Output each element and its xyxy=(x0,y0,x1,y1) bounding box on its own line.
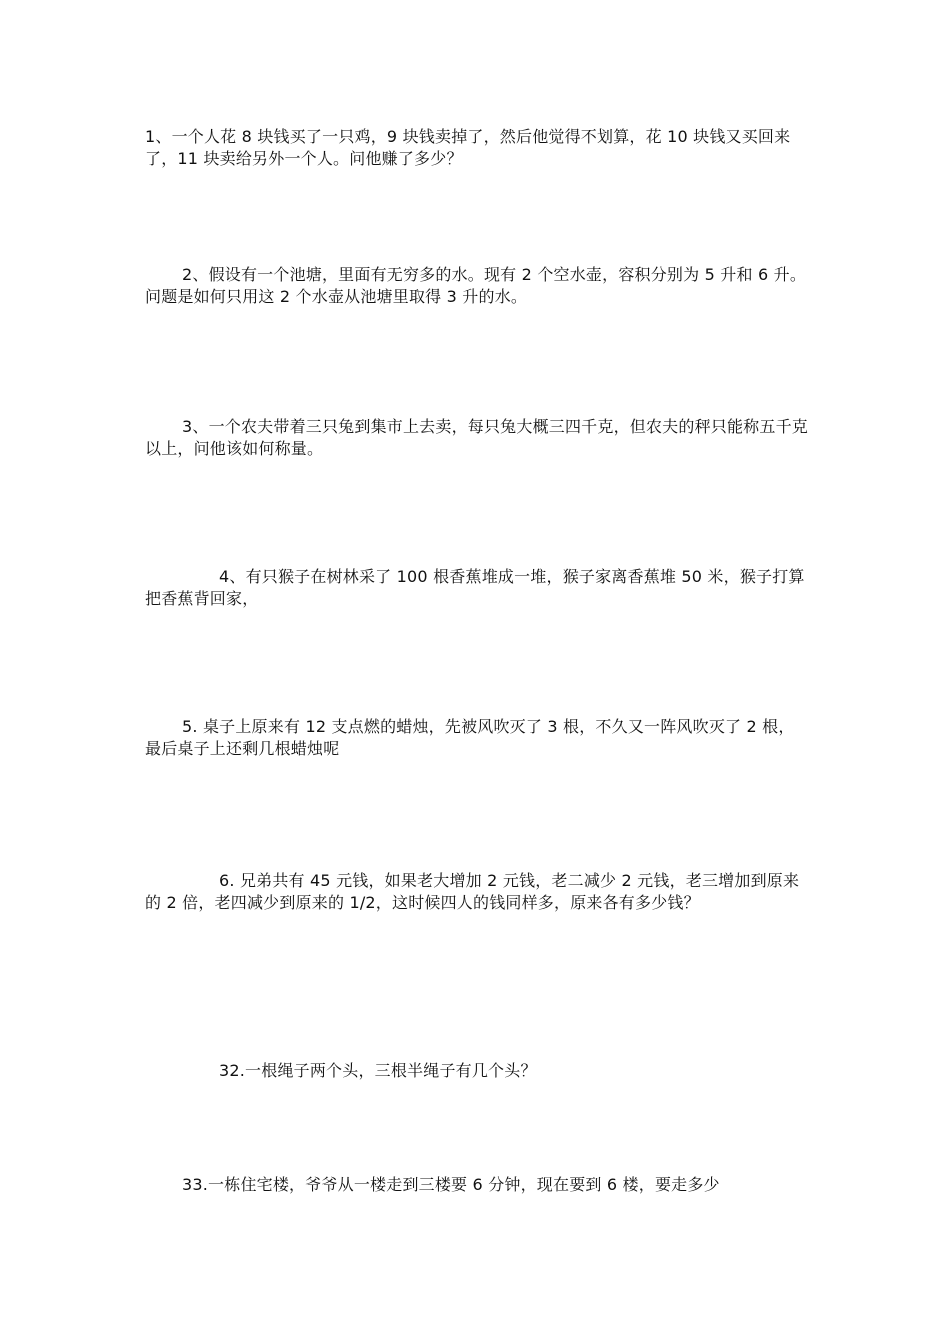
question-33: 33.一栋住宅楼，爷爷从一楼走到三楼要 6 分钟，现在要到 6 楼，要走多少 xyxy=(182,1175,720,1194)
question-32: 32.一根绳子两个头，三根半绳子有几个头？ xyxy=(219,1061,537,1080)
question-1: 1、一个人花 8 块钱买了一只鸡，9 块钱卖掉了，然后他觉得不划算，花 10 块钱又买回来了，11 块卖给另外一个人。问他赚了多少？ xyxy=(145,127,791,168)
question-5: 5. 桌子上原来有 12 支点燃的蜡烛，先被风吹灭了 3 根，不久又一阵风吹灭了 2 根，最后桌子上还剩几根蜡烛呢 xyxy=(145,717,795,758)
question-6: 6. 兄弟共有 45 元钱，如果老大增加 2 元钱，老二减少 2 元钱，老三增加到原来的 2 倍，老四减少到原来的 1/2，这时候四人的钱同样多，原来各有多少钱？ xyxy=(145,871,800,912)
question-4: 4、有只猴子在树林采了 100 根香蕉堆成一堆，猴子家离香蕉堆 50 米，猴子打算把香蕉背回家， xyxy=(145,567,805,608)
question-2: 2、假设有一个池塘，里面有无穷多的水。现有 2 个空水壶，容积分别为 5 升和 6 升。问题是如何只用这 2 个水壶从池塘里取得 3 升的水。 xyxy=(145,265,807,306)
question-3: 3、一个农夫带着三只兔到集市上去卖，每只兔大概三四千克，但农夫的秤只能称五千克以上，问他该如何称量。 xyxy=(145,417,808,458)
